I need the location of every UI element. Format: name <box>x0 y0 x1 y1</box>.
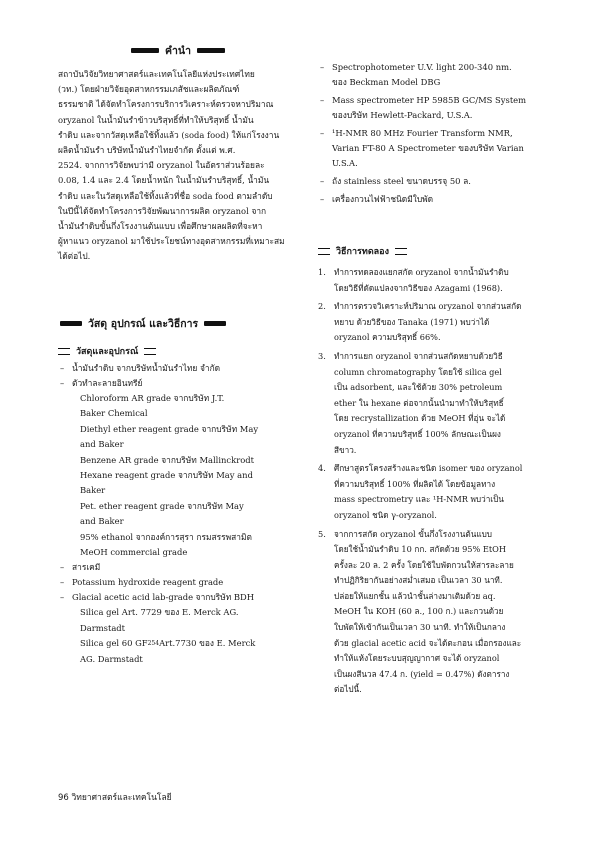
step-line: ต่อไปนี้. <box>334 684 362 695</box>
silica-subscript: 254 <box>147 640 160 648</box>
double-bar-icon <box>58 348 70 355</box>
list-line <box>80 391 298 406</box>
step-line: เป็น adsorbent, และใช้ด้วย 30% petroleum <box>334 382 503 393</box>
materials-list <box>58 361 298 667</box>
silica-line: Silica gel 60 GF <box>80 638 148 649</box>
intro-line: ผู้หาแนว oryzanol มาใช้ประโยชน์ทางอุตสาหกรรมที่เหมาะสม <box>58 236 285 247</box>
materials-heading-text: วัสดุ อุปกรณ์ และวิธีการ <box>88 318 199 330</box>
solvent-line: Baker Chemical <box>80 408 148 419</box>
step-line: oryzanol ชนิด γ-oryzanol. <box>334 509 437 520</box>
solvent-line: Baker <box>80 485 106 496</box>
step-line: โดยวิธีที่ดัดแปลงจากวิธีของ Azagami (1968). <box>334 282 503 293</box>
intro-line: น้ำมันรำดิบขั้นกึ่งโรงงานต้นแบบ เพื่อศึกษาผลผลิตที่จะหา <box>58 221 263 232</box>
equipment-line: ถัง stainless steel ขนาดบรรจุ 50 ล. <box>332 176 471 186</box>
list-item: – น้ำมันรำดิบ จากบริษัทน้ำมันรำไทย จำกัด <box>60 363 221 373</box>
step-line: สีขาว. <box>334 444 357 455</box>
dash-marker: – <box>320 128 325 138</box>
list-line <box>80 605 298 620</box>
equipment-item <box>318 126 548 171</box>
silica-line: Art.7730 ของ E. Merck <box>159 638 256 649</box>
step-line: จากการสกัด oryzanol ขั้นกึ่งโรงงานต้นแบบ <box>334 528 492 539</box>
list-line <box>80 530 298 545</box>
intro-line: ในปีนี้ได้จัดทำโครงการวิจัยพัฒนาการผลิต oryzanol จาก <box>58 205 267 216</box>
step-line: ด้วย glacial acetic acid จะได้ตะกอน เมื่อกรองและ <box>334 637 522 648</box>
step-line: column chromatography โดยใช้ silica gel <box>334 366 502 377</box>
materials-subsection <box>58 344 298 358</box>
step-line: MeOH ใน KOH (60 ล., 100 ก.) และกวนด้วย <box>334 606 504 617</box>
method-step <box>318 461 548 523</box>
step-line: ether ใน hexane ต่อจากนั้นนำมาทำให้บริสุทธิ์ <box>334 397 504 408</box>
step-line: โดยใช้น้ำมันรำดิบ 10 กก. สกัดด้วย 95% EtOH <box>334 544 507 555</box>
solvent-line: Chloroform AR grade จากบริษัท J.T. <box>80 393 225 403</box>
intro-line: สถาบันวิจัยวิทยาศาสตร์และเทคโนโลยีแห่งประเทศไทย <box>58 69 255 79</box>
intro-line: ได้ต่อไป. <box>58 251 91 262</box>
silica-line: Silica gel Art. 7729 ของ E. Merck AG. <box>80 607 239 618</box>
heading-bar-right <box>204 321 226 326</box>
heading-bar-right <box>197 48 225 53</box>
step-number: 5. <box>318 528 326 539</box>
method-step <box>318 299 548 346</box>
step-line: ทำให้แห้งโดยระบบสุญญากาศ จะได้ oryzanol <box>334 653 500 664</box>
solvent-line: Pet. ether reagent grade จากบริษัท May <box>80 500 244 511</box>
solvent-line: Diethyl ether reagent grade จากบริษัท May <box>80 423 259 434</box>
intro-line: (วท.) โดยฝ่ายวิจัยอุตสาหกรรมเภสัชและผลิตภัณฑ์ <box>58 84 240 95</box>
intro-heading <box>58 42 298 59</box>
step-line: ทำปฏิกิริยากันอย่างสม่ำเสมอ เป็นเวลา 30 นาที. <box>334 575 503 586</box>
list-line <box>80 453 298 468</box>
list-line <box>80 636 298 651</box>
dash-marker: – <box>320 62 325 72</box>
step-line: ศึกษาสูตรโครงสร้างและชนิด isomer ของ oryzanol <box>334 463 523 474</box>
solvent-line: and Baker <box>80 516 124 527</box>
list-line <box>80 514 298 529</box>
equipment-item <box>318 93 548 123</box>
list-line <box>80 545 298 560</box>
equipment-item <box>318 192 548 207</box>
solvent-line: Hexane reagent grade จากบริษัท May and <box>80 470 253 481</box>
step-number: 2. <box>318 301 326 312</box>
list-line <box>80 406 298 421</box>
step-line: ปล่อยให้แยกชั้น แล้วนำชั้นล่างมาเติมด้วย aq. <box>334 590 496 601</box>
double-bar-icon <box>318 248 330 255</box>
equipment-item <box>318 174 548 189</box>
equipment-line: ของ Beckman Model DBG <box>332 77 441 87</box>
list-line <box>80 499 298 514</box>
equipment-line: U.S.A. <box>332 158 358 168</box>
intro-section <box>58 42 298 59</box>
solvent-line: 95% ethanol จากองค์การสุรา กรมสรรพสามิต <box>80 531 252 542</box>
step-line: oryzanol ที่ความบริสุทธิ์ 100% ลักษณะเป็นผง <box>334 428 501 439</box>
list-item: – สารเคมี <box>60 562 101 573</box>
list-item-text: สารเคมี <box>72 562 101 573</box>
list-item: – Glacial acetic acid lab-grade จากบริษัท BDH <box>60 592 255 603</box>
step-line: ครั้งละ 20 ล. 2 ครั้ง โดยใช้ใบพัดกวนให้สารละลาย <box>334 559 514 570</box>
method-heading <box>318 244 548 258</box>
solvent-line: and Baker <box>80 439 124 450</box>
intro-line: รำดิบ และจากวัสดุเหลือใช้ทิ้งแล้ว (soda food) ให้แก่โรงงาน <box>58 129 280 140</box>
equipment-item <box>318 60 548 90</box>
intro-line: รำดิบ และในวัสดุเหลือใช้ทิ้งแล้วที่ชื่อ soda food ตามลำดับ <box>58 190 273 201</box>
list-line <box>80 422 298 437</box>
heading-bar-left <box>131 48 159 53</box>
equipment-line: Varian FT-80 A Spectrometer ของบริษัท Varian <box>332 143 524 153</box>
step-line: ทำการทดลองแยกสกัด oryzanol จากน้ำมันรำดิบ <box>334 267 509 277</box>
materials-heading <box>58 315 298 332</box>
method-step <box>318 349 548 458</box>
method-step <box>318 527 548 699</box>
intro-line: oryzanol ในน้ำมันรำข้าวบริสุทธิ์ที่ทำให้บริสุทธิ์ น้ำมัน <box>58 114 254 125</box>
step-line: ใบพัดให้เข้ากันเป็นเวลา 30 นาที. ทำให้เป็นกลาง <box>334 622 506 633</box>
step-line: ทำการตรวจวิเคราะห์ปริมาณ oryzanol จากส่วนสกัด <box>334 301 522 312</box>
dash-marker: – <box>320 194 325 204</box>
materials-subheading-text: วัสดุและอุปกรณ์ <box>76 347 139 357</box>
step-line: หยาบ ด้วยวิธีของ Tanaka (1971) พบว่าได้ <box>334 316 490 327</box>
heading-bar-left <box>60 321 82 326</box>
step-line: mass spectrometry และ ¹H-NMR พบว่าเป็น <box>334 494 504 505</box>
method-step <box>318 265 548 296</box>
intro-line: 2524. จากการวิจัยพบว่ามี oryzanol ในอัตราส่วนร้อยละ <box>58 160 265 171</box>
list-item: – Potassium hydroxide reagent grade <box>60 577 224 588</box>
double-bar-icon <box>395 248 407 255</box>
equipment-list <box>318 60 548 210</box>
equipment-line: ของบริษัท Hewlett-Packard, U.S.A. <box>332 110 473 120</box>
list-line <box>80 652 298 667</box>
step-number: 1. <box>318 267 326 277</box>
step-line: oryzanol ความบริสุทธิ์ 66%. <box>334 332 441 343</box>
intro-line: 0.08, 1.4 และ 2.4 โดยน้ำหนัก ในน้ำมันรำบริสุทธิ์, น้ำมัน <box>58 175 270 186</box>
step-line: โดย recrystallization ด้วย MeOH ที่อุ่น จะได้ <box>334 413 506 424</box>
method-steps <box>318 265 548 701</box>
list-item-text: Glacial acetic acid lab-grade จากบริษัท BDH <box>72 592 255 603</box>
intro-paragraph <box>58 67 298 265</box>
step-number: 3. <box>318 350 326 361</box>
step-line: เป็นผงสีนวล 47.4 ก. (yield = 0.47%) ดังตาราง <box>334 668 510 679</box>
materials-section <box>58 315 298 332</box>
list-item: – ตัวทำละลายอินทรีย์ <box>60 378 143 388</box>
list-line <box>80 621 298 636</box>
list-item-text: ตัวทำละลายอินทรีย์ <box>72 378 143 388</box>
dash-marker: – <box>320 176 325 186</box>
silica-list <box>58 605 298 667</box>
page-footer: 96 วิทยาศาสตร์และเทคโนโลยี <box>58 793 172 803</box>
step-number: 4. <box>318 463 326 474</box>
list-item-text: Potassium hydroxide reagent grade <box>72 577 224 588</box>
intro-line: ธรรมชาติ ได้จัดทำโครงการบริการวิเคราะห์ตรวจหาปริมาณ <box>58 99 274 110</box>
silica-line: AG. Darmstadt <box>80 653 143 664</box>
method-heading-text: วิธีการทดลอง <box>336 247 389 257</box>
silica-line: Darmstadt <box>80 622 126 633</box>
solvent-line: MeOH commercial grade <box>80 547 188 558</box>
solvent-list <box>58 391 298 560</box>
solvent-line: Benzene AR grade จากบริษัท Mallinckrodt <box>80 454 254 465</box>
dash-marker: – <box>320 95 325 105</box>
intro-heading-text: คำนำ <box>165 45 191 57</box>
materials-subheading <box>58 344 298 358</box>
intro-line: ผลิตน้ำมันรำ บริษัทน้ำมันรำไทยจำกัด ตั้งแต่ พ.ศ. <box>58 145 236 156</box>
equipment-line: Mass spectrometer HP 5985B GC/MS System <box>332 95 527 105</box>
list-line <box>80 468 298 483</box>
method-section <box>318 244 548 258</box>
equipment-line: Spectrophotometer U.V. light 200-340 nm. <box>332 62 512 72</box>
step-line: ทำการแยก oryzanol จากส่วนสกัดหยาบด้วยวิธี <box>334 350 503 361</box>
equipment-line: เครื่องกวนไฟฟ้าชนิดมีใบพัด <box>332 194 434 204</box>
step-line: ที่ความบริสุทธิ์ 100% ที่ผลิตได้ โดยข้อมูลทาง <box>334 478 496 489</box>
double-bar-icon <box>144 348 156 355</box>
list-item-text: น้ำมันรำดิบ จากบริษัทน้ำมันรำไทย จำกัด <box>72 363 221 373</box>
equipment-line: ¹H-NMR 80 MHz Fourier Transform NMR, <box>332 128 513 138</box>
list-line <box>80 483 298 498</box>
list-line <box>80 437 298 452</box>
